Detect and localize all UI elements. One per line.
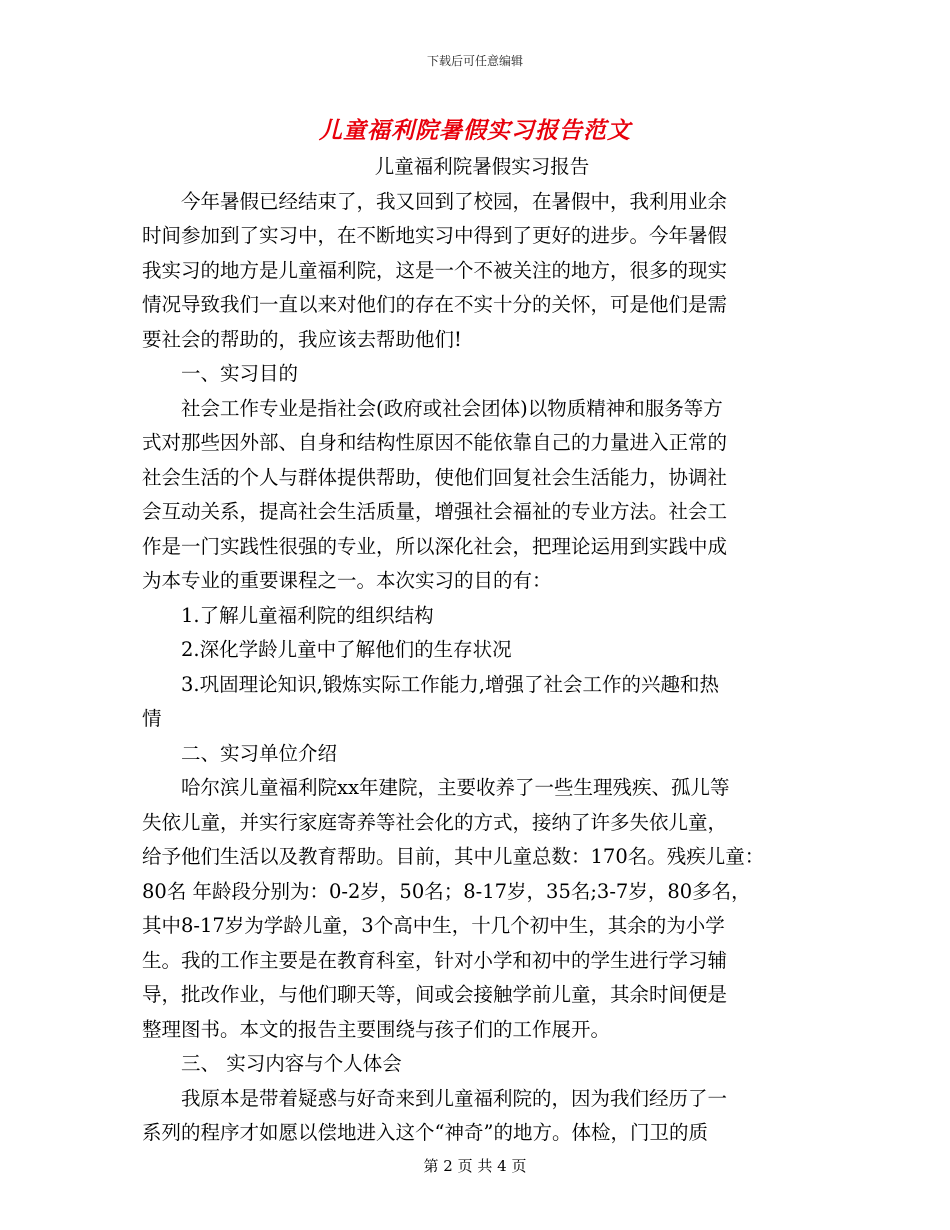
body-line: 要社会的帮助的，我应该去帮助他们! bbox=[142, 327, 462, 351]
body-line: 失依儿童，并实行家庭寄养等社会化的方式，接纳了许多失依儿童， bbox=[142, 810, 728, 834]
body-line: 整理图书。本文的报告主要围绕与孩子们的工作展开。 bbox=[142, 1017, 611, 1041]
body-line: 作是一门实践性很强的专业，所以深化社会，把理论运用到实践中成 bbox=[142, 534, 728, 558]
body-line: 式对那些因外部、自身和结构性原因不能依靠自己的力量进入正常的 bbox=[142, 431, 728, 454]
body-line: 给予他们生活以及教育帮助。目前，其中儿童总数：170名。残疾儿童： bbox=[142, 845, 765, 868]
document-title: 儿童福利院暑假实习报告范文 bbox=[319, 118, 631, 144]
body-line: 我实习的地方是儿童福利院，这是一个不被关注的地方，很多的现实 bbox=[142, 258, 728, 282]
body-line: 会互动关系，提高社会生活质量，增强社会福祉的专业方法。社会工 bbox=[142, 500, 728, 523]
body-line: 哈尔滨儿童福利院xx年建院，主要收养了一些生理残疾、孤儿等 bbox=[142, 776, 730, 799]
body-line: 导，批改作业，与他们聊天等，间或会接触学前儿童，其余时间便是 bbox=[142, 983, 728, 1006]
section-heading: 一、实习目的 bbox=[142, 362, 299, 385]
body-line: 时间参加到了实习中，在不断地实习中得到了更好的进步。今年暑假 bbox=[142, 224, 728, 247]
body-line: 为本专业的重要课程之一。本次实习的目的有： bbox=[142, 569, 552, 592]
body-line: 其中8-17岁为学龄儿童，3个高中生，十几个初中生，其余的为小学 bbox=[142, 914, 725, 937]
body-line: 生。我的工作主要是在教育科室，针对小学和初中的学生进行学习辅 bbox=[142, 948, 728, 972]
page-footer: 第 2 页 共 4 页 bbox=[423, 1157, 527, 1175]
list-item: 1.了解儿童福利院的组织结构 bbox=[142, 603, 434, 627]
header-note: 下载后可任意编辑 bbox=[426, 54, 523, 68]
body-line: 情况导致我们一直以来对他们的存在不实十分的关怀，可是他们是需 bbox=[142, 293, 728, 316]
document-body bbox=[142, 150, 822, 1151]
body-line: 社会生活的个人与群体提供帮助，使他们回复社会生活能力，协调社 bbox=[142, 465, 728, 489]
section-heading: 二、实习单位介绍 bbox=[142, 741, 338, 765]
body-line: 情 bbox=[142, 707, 162, 730]
list-item: 3.巩固理论知识,锻炼实际工作能力,增强了社会工作的兴趣和热 bbox=[142, 672, 720, 696]
section-heading: 三、 实习内容与个人体会 bbox=[142, 1052, 402, 1075]
list-item: 2.深化学龄儿童中了解他们的生存状况 bbox=[142, 638, 512, 661]
body-line: 社会工作专业是指社会(政府或社会团体)以物质精神和服务等方 bbox=[142, 396, 723, 420]
body-line: 80名 年龄段分别为：0-2岁，50名；8-17岁，35名;3-7岁，80多名， bbox=[142, 879, 751, 903]
subtitle: 儿童福利院暑假实习报告 bbox=[374, 155, 590, 178]
body-line: 今年暑假已经结束了，我又回到了校园，在暑假中，我利用业余 bbox=[142, 189, 728, 213]
body-line: 我原本是带着疑惑与好奇来到儿童福利院的，因为我们经历了一 bbox=[142, 1086, 728, 1110]
body-line: 系列的程序才如愿以偿地进入这个“神奇”的地方。体检，门卫的质 bbox=[142, 1121, 708, 1144]
